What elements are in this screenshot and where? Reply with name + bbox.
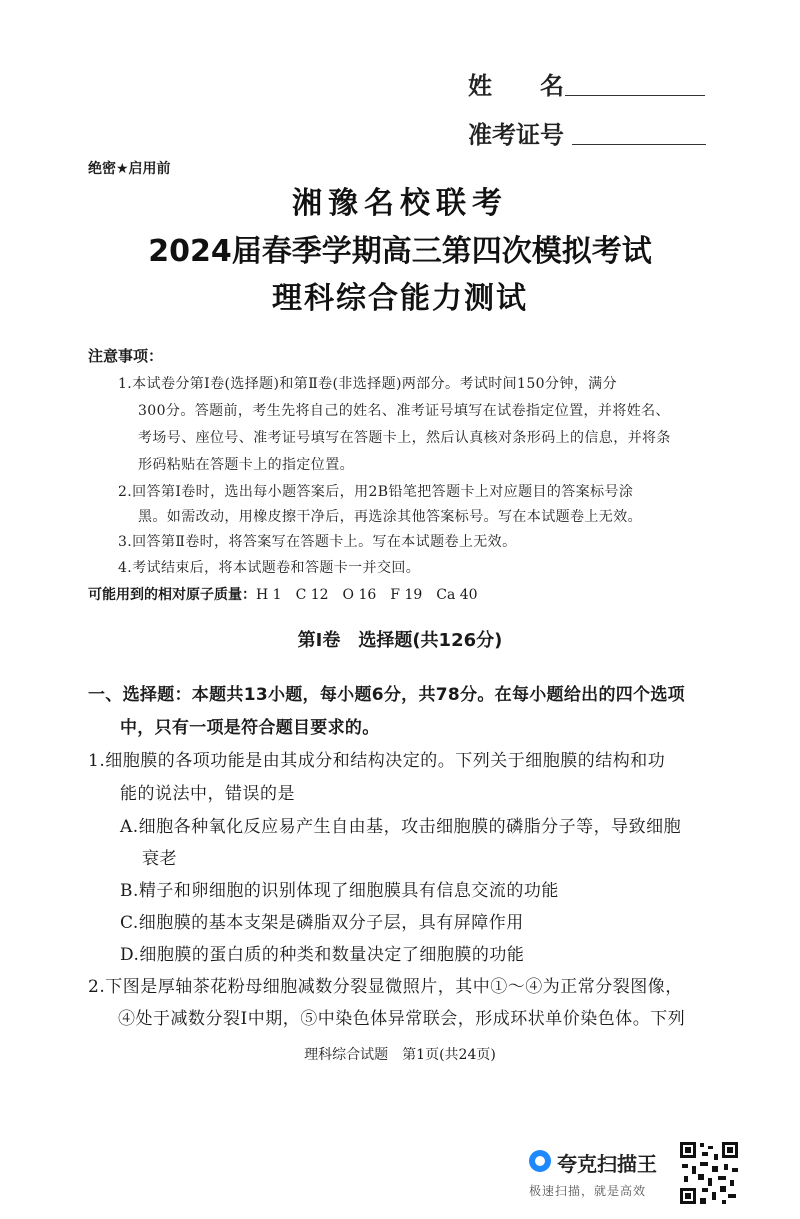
exam-title-line2: 2024届春季学期高三第四次模拟考试 xyxy=(148,234,652,269)
watermark-slogan: 极速扫描，就是高效 xyxy=(529,1184,647,1198)
atomic-mass-values: H 1 C 12 O 16 F 19 Ca 40 xyxy=(256,587,478,603)
question-1-stem: 1.细胞膜的各项功能是由其成分和结构决定的。下列关于细胞膜的结构和功 xyxy=(88,751,666,771)
exam-id-field-line xyxy=(572,144,706,145)
scanner-watermark xyxy=(525,1138,675,1208)
notice-line: 300分。答题前，考生先将自己的姓名、准考证号填写在试卷指定位置，并将姓名、 xyxy=(138,403,670,419)
section-title: 第Ⅰ卷 选择题(共126分) xyxy=(297,630,503,651)
notice-line: 形码粘贴在答题卡上的指定位置。 xyxy=(138,457,354,473)
notice-line: 考场号、座位号、准考证号填写在答题卡上，然后认真核对条形码上的信息，并将条 xyxy=(138,430,671,446)
notice-line: 2.回答第Ⅰ卷时，选出每小题答案后，用2B铅笔把答题卡上对应题目的答案标号涂 xyxy=(118,484,634,500)
question-1-option-a: 衰老 xyxy=(142,849,177,869)
atomic-mass-line xyxy=(88,584,478,604)
name-field-line xyxy=(565,95,705,96)
question-1-option-b: B.精子和卵细胞的识别体现了细胞膜具有信息交流的功能 xyxy=(120,881,559,901)
part-one-instruction: 中，只有一项是符合题目要求的。 xyxy=(120,718,380,738)
notice-heading: 注意事项： xyxy=(88,347,164,365)
question-1-option-d: D.细胞膜的蛋白质的种类和数量决定了细胞膜的功能 xyxy=(120,945,525,965)
notice-line: 4.考试结束后，将本试题卷和答题卡一并交回。 xyxy=(118,560,421,576)
question-2-stem: 2.下图是厚轴茶花粉母细胞减数分裂显微照片，其中①～④为正常分裂图像， xyxy=(88,977,683,997)
watermark-app-name: 夸克扫描王 xyxy=(557,1152,657,1176)
notice-line: 3.回答第Ⅱ卷时，将答案写在答题卡上。写在本试题卷上无效。 xyxy=(118,534,517,550)
part-one-instruction: 一、选择题：本题共13小题，每小题6分，共78分。在每小题给出的四个选项 xyxy=(88,685,685,705)
question-2-stem: ④处于减数分裂Ⅰ中期，⑤中染色体异常联会，形成环状单价染色体。下列 xyxy=(118,1009,686,1029)
name-label: 姓 名 xyxy=(468,71,564,100)
quark-logo-icon xyxy=(529,1150,551,1172)
secret-label: 绝密★启用前 xyxy=(88,161,171,177)
qr-code-icon xyxy=(678,1140,740,1206)
question-1-option-c: C.细胞膜的基本支架是磷脂双分子层，具有屏障作用 xyxy=(120,913,524,933)
notice-line: 黑。如需改动，用橡皮擦干净后，再选涂其他答案标号。写在本试题卷上无效。 xyxy=(138,509,642,525)
exam-title-line3: 理科综合能力测试 xyxy=(272,281,528,316)
atomic-mass-label: 可能用到的相对原子质量： xyxy=(88,587,256,603)
page-footer: 理科综合试题 第1页(共24页) xyxy=(304,1047,496,1063)
exam-id-label: 准考证号 xyxy=(468,120,564,149)
exam-title-line1: 湘豫名校联考 xyxy=(292,186,508,221)
question-1-option-a: A.细胞各种氧化反应易产生自由基，攻击细胞膜的磷脂分子等，导致细胞 xyxy=(120,817,682,837)
notice-line: 1.本试卷分第Ⅰ卷(选择题)和第Ⅱ卷(非选择题)两部分。考试时间150分钟，满分 xyxy=(118,376,617,392)
question-1-stem: 能的说法中，错误的是 xyxy=(120,784,295,804)
